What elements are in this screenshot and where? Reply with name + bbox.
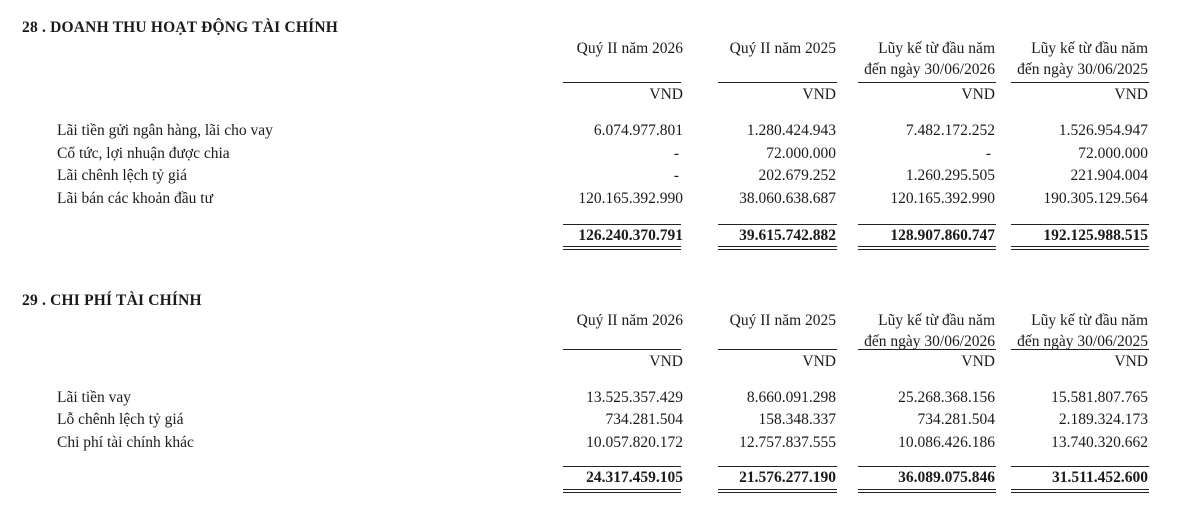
value-cell: 6.074.977.801 [593, 122, 683, 139]
row-label: Lãi chênh lệch tỷ giá [57, 167, 187, 184]
column-header-q2-2026: Quý II năm 2026 [576, 312, 683, 329]
total-double-rule [563, 246, 681, 250]
unit-label: VND [649, 353, 683, 370]
total-cell: 24.317.459.105 [586, 469, 683, 486]
value-cell: 10.057.820.172 [586, 434, 683, 451]
section-heading: . DOANH THU HOẠT ĐỘNG TÀI CHÍNH [41, 19, 338, 36]
value-cell: 72.000.000 [1078, 145, 1148, 162]
value-cell: 13.740.320.662 [1051, 434, 1148, 451]
total-rule [858, 224, 996, 225]
section-heading: . CHI PHÍ TÀI CHÍNH [41, 292, 202, 309]
header-rule [718, 82, 837, 83]
unit-label: VND [961, 86, 995, 103]
value-cell: 221.904.004 [1070, 167, 1148, 184]
unit-label: VND [802, 86, 836, 103]
total-rule [718, 466, 837, 467]
value-cell: - [673, 167, 679, 184]
value-cell: 13.525.357.429 [586, 389, 683, 406]
value-cell: 120.165.392.990 [890, 190, 995, 207]
value-cell: 8.660.091.298 [746, 389, 836, 406]
total-double-rule [858, 246, 996, 250]
column-header-ytd-2025: Lũy kế từ đầu năm đến ngày 30/06/2025 [1017, 312, 1148, 350]
total-rule [718, 224, 837, 225]
header-rule [563, 82, 681, 83]
section-title [22, 292, 202, 310]
total-cell: 192.125.988.515 [1043, 227, 1148, 244]
column-header-q2-2025: Quý II năm 2025 [729, 312, 836, 329]
section-number: 29 [22, 292, 38, 309]
header-rule [1011, 82, 1149, 83]
row-label: Lãi tiền vay [57, 389, 132, 406]
total-double-rule [1011, 246, 1149, 250]
value-cell: 734.281.504 [605, 411, 683, 428]
total-cell: 36.089.075.846 [898, 469, 995, 486]
row-label: Lãi tiền gửi ngân hàng, lãi cho vay [57, 122, 273, 139]
header-rule [858, 82, 996, 83]
value-cell: 158.348.337 [758, 411, 836, 428]
value-cell: 2.189.324.173 [1058, 411, 1148, 428]
total-double-rule [1011, 489, 1149, 493]
section-title [22, 19, 338, 37]
total-cell: 31.511.452.600 [1051, 469, 1148, 486]
total-rule [858, 466, 996, 467]
column-header-ytd-2026: Lũy kế từ đầu năm đến ngày 30/06/2026 [864, 40, 995, 78]
total-rule [1011, 466, 1149, 467]
unit-label: VND [802, 353, 836, 370]
total-rule [1011, 224, 1149, 225]
header-rule [718, 349, 837, 350]
value-cell: 120.165.392.990 [578, 190, 683, 207]
value-cell: 734.281.504 [917, 411, 995, 428]
row-label: Chi phí tài chính khác [57, 434, 194, 451]
value-cell: 25.268.368.156 [898, 389, 995, 406]
column-header-q2-2025: Quý II năm 2025 [729, 40, 836, 57]
unit-label: VND [649, 86, 683, 103]
value-cell: 15.581.807.765 [1051, 389, 1148, 406]
row-label: Cổ tức, lợi nhuận được chia [57, 145, 230, 162]
value-cell: - [673, 145, 679, 162]
value-cell: 72.000.000 [766, 145, 836, 162]
value-cell: - [985, 145, 991, 162]
value-cell: 10.086.426.186 [898, 434, 995, 451]
value-cell: 202.679.252 [758, 167, 836, 184]
section-number: 28 [22, 19, 38, 36]
unit-label: VND [1114, 353, 1148, 370]
total-double-rule [858, 489, 996, 493]
total-double-rule [563, 489, 681, 493]
row-label: Lỗ chênh lệch tỷ giá [57, 411, 184, 428]
value-cell: 1.260.295.505 [905, 167, 995, 184]
total-double-rule [718, 489, 837, 493]
total-rule [563, 466, 681, 467]
header-rule [563, 349, 681, 350]
row-label: Lãi bán các khoản đầu tư [57, 190, 214, 207]
header-rule [1011, 349, 1149, 350]
value-cell: 7.482.172.252 [905, 122, 995, 139]
column-header-q2-2026: Quý II năm 2026 [576, 40, 683, 57]
unit-label: VND [961, 353, 995, 370]
unit-label: VND [1114, 86, 1148, 103]
value-cell: 38.060.638.687 [739, 190, 836, 207]
total-cell: 39.615.742.882 [739, 227, 836, 244]
total-cell: 126.240.370.791 [578, 227, 683, 244]
total-double-rule [718, 246, 837, 250]
value-cell: 12.757.837.555 [739, 434, 836, 451]
column-header-ytd-2026: Lũy kế từ đầu năm đến ngày 30/06/2026 [864, 312, 995, 350]
value-cell: 190.305.129.564 [1043, 190, 1148, 207]
column-header-ytd-2025: Lũy kế từ đầu năm đến ngày 30/06/2025 [1017, 40, 1148, 78]
total-cell: 128.907.860.747 [890, 227, 995, 244]
value-cell: 1.526.954.947 [1058, 122, 1148, 139]
header-rule [858, 349, 996, 350]
total-rule [563, 224, 681, 225]
total-cell: 21.576.277.190 [739, 469, 836, 486]
value-cell: 1.280.424.943 [746, 122, 836, 139]
